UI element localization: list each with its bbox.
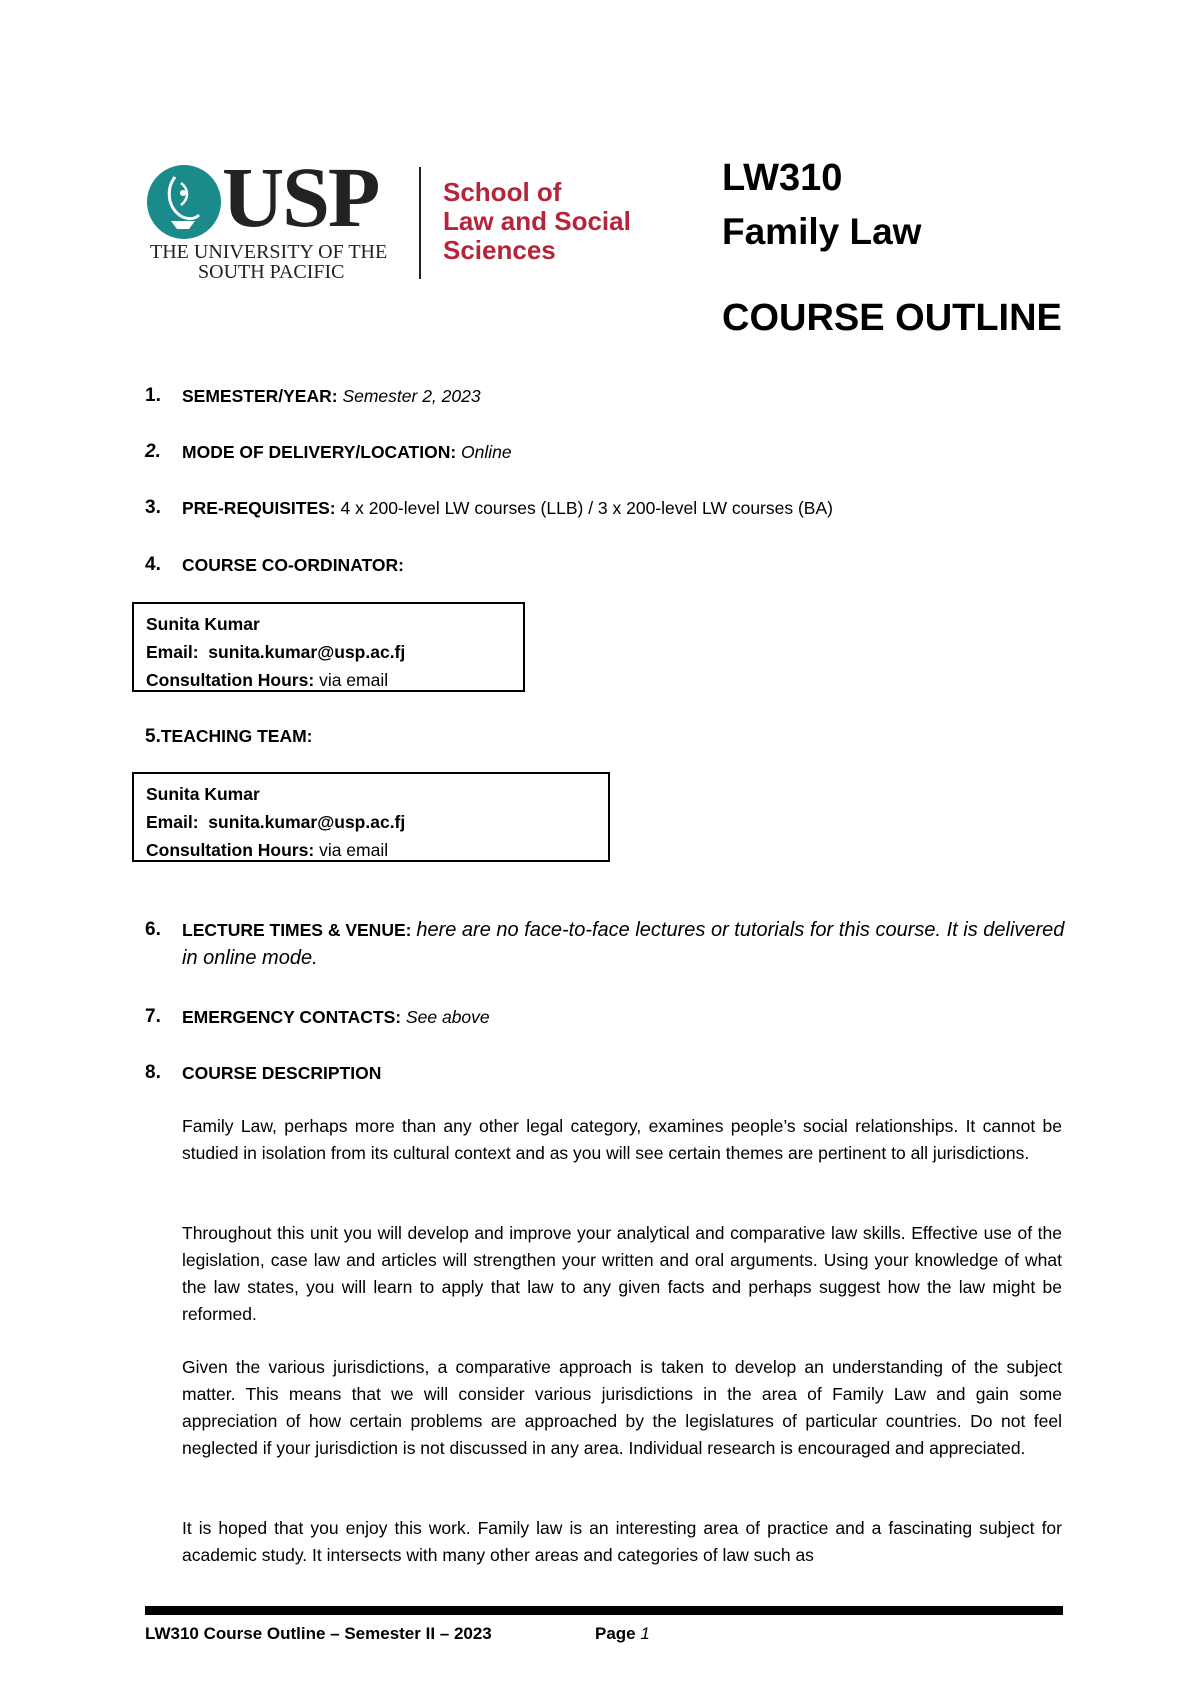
teacher-email-row: Email: sunita.kumar@usp.ac.fj [146, 812, 406, 832]
teaching-team-box [132, 772, 610, 862]
description-paragraph: Throughout this unit you will develop and improve your analytical and comparative law skills. Effective use of the legislation, case law and articles will strengthen your written and oral arguments. Using your knowledge of what the law states, you will learn to apply that law to any given facts and perhaps suggest how the law might be reformed. [182, 1223, 1062, 1324]
item-semester-year: 1. SEMESTER/YEAR: Semester 2, 2023 [145, 385, 481, 406]
item-prerequisites: 3. PRE-REQUISITES: 4 x 200-level LW courses (LLB) / 3 x 200-level LW courses (BA) [145, 497, 833, 518]
item-emergency-contacts: 7. EMERGENCY CONTACTS: See above [145, 1006, 490, 1027]
document-title: COURSE OUTLINE [722, 297, 1062, 339]
course-code: LW310 [722, 157, 843, 199]
footer-rule [145, 1606, 1063, 1615]
description-paragraph: Family Law, perhaps more than any other legal category, examines people’s social relationships. It cannot be studied in isolation from its cultural context and as you will see certain themes are pertinent to all jurisdictions. [182, 1116, 1062, 1163]
coordinator-email[interactable]: sunita.kumar@usp.ac.fj [208, 642, 406, 662]
university-name: THE UNIVERSITY OF THE SOUTH PACIFIC [150, 241, 388, 283]
teacher-name: Sunita Kumar [146, 784, 260, 804]
item-course-description: 8. COURSE DESCRIPTION [145, 1062, 382, 1083]
coordinator-email-row: Email: sunita.kumar@usp.ac.fj [146, 642, 406, 662]
usp-logo-text: USP [222, 149, 379, 245]
coordinator-hours-row: Consultation Hours: via email [146, 670, 389, 690]
item-mode-of-delivery: 2. MODE OF DELIVERY/LOCATION: Online [145, 441, 512, 462]
school-name: School of Law and Social Sciences [443, 177, 631, 265]
footer-page-number: Page 1 [595, 1624, 650, 1643]
coordinator-name: Sunita Kumar [146, 614, 260, 634]
teacher-hours-row: Consultation Hours: via email [146, 840, 389, 860]
item-lecture-times: 6. LECTURE TIMES & VENUE: here are no face-to-face lectures or tutorials for this course. It is delivered in online mode. [145, 919, 1065, 969]
footer-course-info: LW310 Course Outline – Semester II – 2023 [145, 1624, 492, 1643]
description-paragraph: It is hoped that you enjoy this work. Family law is an interesting area of practice and a fascinating subject for academic study. It intersects with many other areas and categories of law such as [182, 1518, 1062, 1565]
item-teaching-team: 5.TEACHING TEAM: [145, 726, 313, 747]
logo-divider [419, 167, 421, 279]
item-course-coordinator: 4. COURSE CO-ORDINATOR: [145, 554, 404, 575]
usp-seal-logo [145, 163, 223, 241]
coordinator-box [132, 602, 525, 692]
course-name: Family Law [722, 211, 922, 252]
description-paragraph: Given the various jurisdictions, a comparative approach is taken to develop an understanding of the subject matter. This means that we will consider various jurisdictions in the area of Family Law and gain some appreciation of how certain problems are approached by the legislatures of particular countries. Do not feel neglected if your jurisdiction is not discussed in any area. Individual research is encouraged and appreciated. [182, 1357, 1062, 1458]
teacher-email[interactable]: sunita.kumar@usp.ac.fj [208, 812, 406, 832]
